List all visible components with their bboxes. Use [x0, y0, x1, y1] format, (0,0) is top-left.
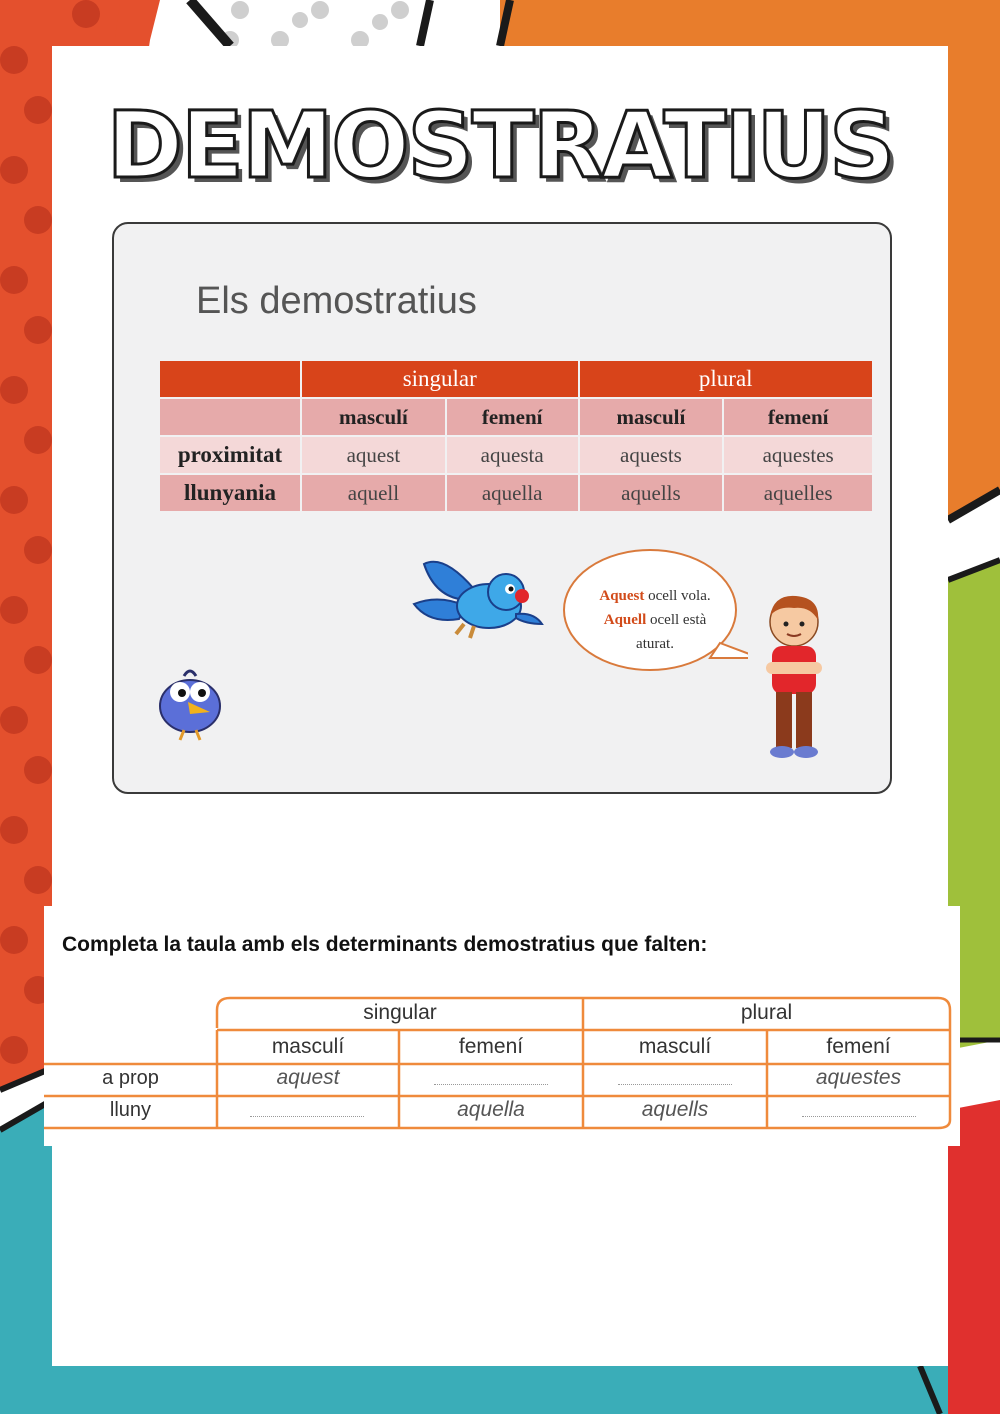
exercise-instruction: Completa la taula amb els determinants demostratius que falten:	[62, 933, 708, 956]
table-cell: aquestes	[724, 437, 872, 473]
table-row	[160, 475, 872, 511]
header-singular: singular	[302, 361, 578, 397]
table-cell: aquesta	[447, 437, 578, 473]
row-label: llunyania	[160, 475, 300, 511]
ex-row-label: lluny	[109, 1099, 152, 1121]
speech-text	[578, 584, 732, 656]
main-title: DEMOSTRATIUS	[106, 92, 894, 199]
ex-header-masculine: masculí	[638, 1035, 712, 1058]
blank-answer-line[interactable]	[618, 1084, 732, 1085]
ex-header-masculine: masculí	[271, 1035, 345, 1058]
ex-cell: aquells	[641, 1098, 709, 1121]
slide-title: Els demostratius	[196, 280, 477, 322]
table-row	[160, 399, 872, 435]
table-cell: aquests	[580, 437, 723, 473]
table-cell: aquest	[302, 437, 445, 473]
ex-row-label: a prop	[102, 1067, 159, 1089]
speech-text-part: ocell vola.	[644, 588, 711, 604]
header-plural: plural	[580, 361, 873, 397]
speech-line-1	[578, 584, 732, 608]
row-label: proximitat	[160, 437, 300, 473]
speech-line-3: aturat.	[636, 636, 674, 652]
ex-header-singular: singular	[363, 1001, 437, 1024]
header-masculine: masculí	[302, 399, 445, 435]
header-feminine: femení	[724, 399, 872, 435]
ex-cell: aquella	[457, 1098, 525, 1121]
header-cell-blank	[160, 361, 300, 397]
table-cell: aquelles	[724, 475, 872, 511]
highlight-word: Aquest	[599, 588, 645, 604]
table-row	[160, 361, 872, 397]
ex-header-feminine: femení	[458, 1035, 524, 1058]
highlight-word: Aquell	[603, 612, 647, 628]
speech-text-part: ocell està	[646, 612, 707, 628]
demonstratives-table	[158, 359, 874, 513]
boy-illustration	[754, 594, 834, 764]
blank-answer-line[interactable]	[802, 1116, 916, 1117]
table-cell: aquells	[580, 475, 723, 511]
header-masculine: masculí	[580, 399, 723, 435]
ex-cell: aquest	[276, 1066, 340, 1089]
blank-answer-line[interactable]	[250, 1116, 364, 1117]
flying-bird-illustration	[404, 544, 544, 648]
table-cell: aquella	[447, 475, 578, 511]
table-cell: aquell	[302, 475, 445, 511]
exercise-table	[44, 996, 952, 1130]
table-row	[160, 437, 872, 473]
ex-header-plural: plural	[740, 1001, 793, 1024]
header-cell-blank	[160, 399, 300, 435]
small-bird-illustration	[150, 664, 230, 744]
speech-line-2	[578, 608, 732, 632]
ex-header-feminine: femení	[826, 1035, 891, 1058]
header-feminine: femení	[447, 399, 578, 435]
ex-cell: aquestes	[815, 1066, 902, 1089]
lesson-slide	[112, 222, 892, 794]
blank-answer-line[interactable]	[434, 1084, 548, 1085]
